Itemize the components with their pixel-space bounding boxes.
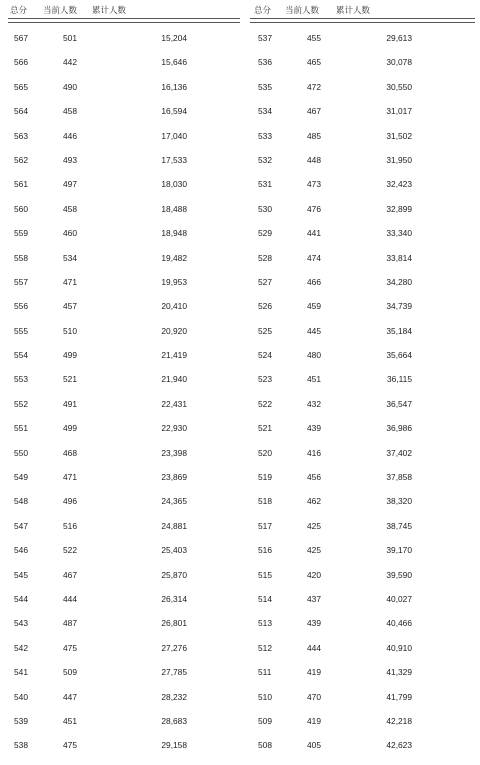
- table-row: [250, 521, 475, 545]
- current-count-cell: 467: [307, 106, 321, 117]
- table-row: [8, 374, 240, 398]
- table-row: [250, 57, 475, 81]
- score-cell: 558: [14, 252, 28, 263]
- current-count-cell: 490: [63, 81, 77, 92]
- cumulative-count-cell: 30,078: [386, 57, 412, 68]
- score-cell: 555: [14, 325, 28, 336]
- cumulative-count-cell: 28,683: [161, 715, 187, 726]
- score-cell: 539: [14, 715, 28, 726]
- cumulative-count-cell: 22,431: [161, 398, 187, 409]
- score-cell: 559: [14, 228, 28, 239]
- cumulative-count-cell: 32,423: [386, 179, 412, 190]
- table-row: [8, 618, 240, 642]
- current-count-cell: 473: [307, 179, 321, 190]
- current-count-cell: 444: [307, 642, 321, 653]
- current-count-cell: 446: [63, 130, 77, 141]
- table-row: [8, 521, 240, 545]
- cumulative-count-cell: 35,664: [386, 350, 412, 361]
- score-cell: 526: [258, 301, 272, 312]
- cumulative-count-cell: 24,365: [161, 496, 187, 507]
- table-row: [250, 301, 475, 325]
- cumulative-count-cell: 37,858: [386, 472, 412, 483]
- current-count-cell: 455: [307, 33, 321, 43]
- score-cell: 524: [258, 350, 272, 361]
- score-cell: 535: [258, 81, 272, 92]
- score-cell: 512: [258, 642, 272, 653]
- score-cell: 552: [14, 398, 28, 409]
- table-row: [8, 594, 240, 618]
- table-row: [250, 545, 475, 569]
- cumulative-count-cell: 31,502: [386, 130, 412, 141]
- current-count-cell: 474: [307, 252, 321, 263]
- right-table-header: [250, 0, 475, 18]
- current-count-cell: 420: [307, 569, 321, 580]
- cumulative-count-cell: 20,410: [161, 301, 187, 312]
- cumulative-count-cell: 35,184: [386, 325, 412, 336]
- cumulative-count-cell: 30,550: [386, 81, 412, 92]
- cumulative-count-cell: 37,402: [386, 447, 412, 458]
- score-cell: 511: [258, 667, 272, 678]
- table-row: [8, 448, 240, 472]
- current-count-cell: 405: [307, 740, 321, 751]
- current-count-cell: 419: [307, 667, 321, 678]
- score-cell: 516: [258, 545, 272, 556]
- table-row: [250, 350, 475, 374]
- current-count-cell: 491: [63, 398, 77, 409]
- current-count-cell: 510: [63, 325, 77, 336]
- table-row: [8, 716, 240, 740]
- cumulative-count-cell: 22,930: [161, 423, 187, 434]
- current-count-cell: 471: [63, 472, 77, 483]
- current-count-cell: 467: [63, 569, 77, 580]
- table-row: [250, 618, 475, 642]
- table-row: [250, 253, 475, 277]
- current-count-cell: 439: [307, 423, 321, 434]
- current-count-cell: 497: [63, 179, 77, 190]
- cumulative-count-cell: 27,785: [161, 667, 187, 678]
- score-cell: 525: [258, 325, 272, 336]
- current-count-cell: 493: [63, 154, 77, 165]
- table-row: [8, 277, 240, 301]
- score-cell: 561: [14, 179, 28, 190]
- cumulative-count-cell: 33,340: [386, 228, 412, 239]
- table-row: [8, 155, 240, 179]
- current-count-cell: 425: [307, 520, 321, 531]
- cumulative-count-cell: 40,027: [386, 593, 412, 604]
- table-row: [8, 643, 240, 667]
- table-row: [8, 423, 240, 447]
- table-row: [8, 326, 240, 350]
- cumulative-count-cell: 34,280: [386, 276, 412, 287]
- cumulative-count-cell: 39,170: [386, 545, 412, 556]
- cumulative-count-cell: 19,953: [161, 276, 187, 287]
- score-cell: 523: [258, 374, 272, 385]
- score-cell: 560: [14, 203, 28, 214]
- score-cell: 544: [14, 593, 28, 604]
- score-cell: 545: [14, 569, 28, 580]
- cumulative-count-cell: 25,403: [161, 545, 187, 556]
- score-cell: 551: [14, 423, 28, 434]
- cumulative-count-cell: 41,329: [386, 667, 412, 678]
- cumulative-count-cell: 32,899: [386, 203, 412, 214]
- current-count-cell: 496: [63, 496, 77, 507]
- table-row: [250, 692, 475, 716]
- score-cell: 508: [258, 740, 272, 751]
- score-cell: 549: [14, 472, 28, 483]
- cumulative-count-cell: 15,204: [161, 33, 187, 43]
- cumulative-count-cell: 15,646: [161, 57, 187, 68]
- cumulative-count-cell: 41,799: [386, 691, 412, 702]
- score-cell: 542: [14, 642, 28, 653]
- current-count-cell: 445: [307, 325, 321, 336]
- current-count-cell: 499: [63, 423, 77, 434]
- table-row: [250, 496, 475, 520]
- score-cell: 536: [258, 57, 272, 68]
- score-cell: 541: [14, 667, 28, 678]
- current-count-cell: 448: [307, 154, 321, 165]
- table-row: [8, 82, 240, 106]
- score-cell: 522: [258, 398, 272, 409]
- current-count-cell: 442: [63, 57, 77, 68]
- table-row: [250, 326, 475, 350]
- cumulative-count-cell: 42,218: [386, 715, 412, 726]
- cumulative-count-cell: 18,030: [161, 179, 187, 190]
- current-count-cell: 472: [307, 81, 321, 92]
- current-count-cell: 468: [63, 447, 77, 458]
- cumulative-count-cell: 17,040: [161, 130, 187, 141]
- right-table-body: [250, 33, 475, 765]
- header-score: 总分: [254, 5, 272, 15]
- current-count-cell: 476: [307, 203, 321, 214]
- header-current: 当前人数: [43, 5, 78, 15]
- score-cell: 513: [258, 618, 272, 629]
- table-row: [250, 33, 475, 57]
- current-count-cell: 419: [307, 715, 321, 726]
- current-count-cell: 456: [307, 472, 321, 483]
- current-count-cell: 470: [307, 691, 321, 702]
- score-cell: 537: [258, 33, 272, 43]
- score-cell: 532: [258, 154, 272, 165]
- table-row: [250, 448, 475, 472]
- cumulative-count-cell: 26,801: [161, 618, 187, 629]
- table-row: [8, 228, 240, 252]
- score-cell: 529: [258, 228, 272, 239]
- table-row: [8, 131, 240, 155]
- current-count-cell: 466: [307, 276, 321, 287]
- table-row: [250, 204, 475, 228]
- table-row: [8, 496, 240, 520]
- cumulative-count-cell: 23,869: [161, 472, 187, 483]
- score-cell: 527: [258, 276, 272, 287]
- table-row: [250, 667, 475, 691]
- cumulative-count-cell: 39,590: [386, 569, 412, 580]
- score-cell: 564: [14, 106, 28, 117]
- score-cell: 543: [14, 618, 28, 629]
- current-count-cell: 534: [63, 252, 77, 263]
- current-count-cell: 451: [307, 374, 321, 385]
- cumulative-count-cell: 38,745: [386, 520, 412, 531]
- score-cell: 534: [258, 106, 272, 117]
- table-row: [250, 374, 475, 398]
- table-row: [250, 155, 475, 179]
- header-score: 总分: [10, 5, 28, 15]
- current-count-cell: 458: [63, 203, 77, 214]
- table-row: [8, 57, 240, 81]
- cumulative-count-cell: 27,276: [161, 642, 187, 653]
- score-cell: 533: [258, 130, 272, 141]
- score-cell: 519: [258, 472, 272, 483]
- cumulative-count-cell: 16,594: [161, 106, 187, 117]
- cumulative-count-cell: 42,623: [386, 740, 412, 751]
- current-count-cell: 485: [307, 130, 321, 141]
- cumulative-count-cell: 33,814: [386, 252, 412, 263]
- cumulative-count-cell: 25,870: [161, 569, 187, 580]
- score-cell: 557: [14, 276, 28, 287]
- score-cell: 510: [258, 691, 272, 702]
- table-row: [250, 716, 475, 740]
- score-cell: 518: [258, 496, 272, 507]
- cumulative-count-cell: 36,115: [387, 374, 412, 385]
- table-row: [250, 277, 475, 301]
- score-cell: 509: [258, 715, 272, 726]
- score-cell: 521: [258, 423, 272, 434]
- score-cell: 531: [258, 179, 272, 190]
- score-cell: 520: [258, 447, 272, 458]
- score-cell: 548: [14, 496, 28, 507]
- cumulative-count-cell: 20,920: [161, 325, 187, 336]
- header-cumulative: 累计人数: [92, 5, 127, 15]
- current-count-cell: 459: [307, 301, 321, 312]
- current-count-cell: 499: [63, 350, 77, 361]
- table-row: [250, 570, 475, 594]
- table-row: [8, 33, 240, 57]
- current-count-cell: 416: [307, 447, 321, 458]
- table-row: [250, 740, 475, 764]
- current-count-cell: 451: [63, 715, 77, 726]
- current-count-cell: 441: [307, 228, 321, 239]
- table-row: [250, 179, 475, 203]
- cumulative-count-cell: 18,488: [161, 203, 187, 214]
- table-row: [8, 253, 240, 277]
- cumulative-count-cell: 40,466: [386, 618, 412, 629]
- current-count-cell: 437: [307, 593, 321, 604]
- table-row: [250, 106, 475, 130]
- table-row: [250, 643, 475, 667]
- cumulative-count-cell: 36,986: [386, 423, 412, 434]
- table-row: [8, 667, 240, 691]
- current-count-cell: 487: [63, 618, 77, 629]
- score-cell: 514: [258, 593, 272, 604]
- current-count-cell: 432: [307, 398, 321, 409]
- score-cell: 554: [14, 350, 28, 361]
- current-count-cell: 501: [63, 33, 77, 43]
- cumulative-count-cell: 26,314: [161, 593, 187, 604]
- cumulative-count-cell: 21,419: [161, 350, 187, 361]
- cumulative-count-cell: 24,881: [161, 520, 187, 531]
- table-row: [250, 423, 475, 447]
- cumulative-count-cell: 28,232: [161, 691, 187, 702]
- current-count-cell: 457: [63, 301, 77, 312]
- current-count-cell: 439: [307, 618, 321, 629]
- current-count-cell: 460: [63, 228, 77, 239]
- cumulative-count-cell: 21,940: [161, 374, 187, 385]
- table-row: [250, 594, 475, 618]
- score-cell: 517: [258, 520, 272, 531]
- current-count-cell: 480: [307, 350, 321, 361]
- score-cell: 563: [14, 130, 28, 141]
- left-table: [8, 0, 240, 765]
- table-row: [250, 228, 475, 252]
- score-cell: 515: [258, 569, 272, 580]
- table-row: [8, 301, 240, 325]
- score-cell: 550: [14, 447, 28, 458]
- score-cell: 565: [14, 81, 28, 92]
- table-row: [8, 692, 240, 716]
- header-double-rule: [250, 18, 475, 23]
- cumulative-count-cell: 29,613: [386, 33, 412, 43]
- current-count-cell: 509: [63, 667, 77, 678]
- cumulative-count-cell: 31,017: [386, 106, 412, 117]
- cumulative-count-cell: 36,547: [386, 398, 412, 409]
- table-row: [8, 570, 240, 594]
- score-cell: 546: [14, 545, 28, 556]
- score-cell: 538: [14, 740, 28, 751]
- current-count-cell: 465: [307, 57, 321, 68]
- table-row: [250, 472, 475, 496]
- cumulative-count-cell: 18,948: [161, 228, 187, 239]
- table-row: [8, 106, 240, 130]
- score-cell: 528: [258, 252, 272, 263]
- score-cell: 547: [14, 520, 28, 531]
- header-current: 当前人数: [285, 5, 320, 15]
- cumulative-count-cell: 34,739: [386, 301, 412, 312]
- table-row: [250, 399, 475, 423]
- table-row: [8, 545, 240, 569]
- left-table-body: [8, 33, 240, 765]
- table-row: [8, 740, 240, 764]
- cumulative-count-cell: 31,950: [386, 154, 412, 165]
- cumulative-count-cell: 16,136: [161, 81, 187, 92]
- header-double-rule: [8, 18, 240, 23]
- current-count-cell: 458: [63, 106, 77, 117]
- header-cumulative: 累计人数: [336, 5, 371, 15]
- current-count-cell: 447: [63, 691, 77, 702]
- table-row: [8, 204, 240, 228]
- table-row: [250, 82, 475, 106]
- cumulative-count-cell: 17,533: [161, 154, 187, 165]
- score-cell: 567: [14, 33, 28, 43]
- current-count-cell: 475: [63, 740, 77, 751]
- current-count-cell: 444: [63, 593, 77, 604]
- score-cell: 566: [14, 57, 28, 68]
- cumulative-count-cell: 23,398: [161, 447, 187, 458]
- cumulative-count-cell: 38,320: [386, 496, 412, 507]
- current-count-cell: 425: [307, 545, 321, 556]
- current-count-cell: 475: [63, 642, 77, 653]
- table-row: [8, 472, 240, 496]
- score-cell: 562: [14, 154, 28, 165]
- cumulative-count-cell: 29,158: [161, 740, 187, 751]
- current-count-cell: 516: [63, 520, 77, 531]
- left-table-header: [8, 0, 240, 18]
- current-count-cell: 471: [63, 276, 77, 287]
- cumulative-count-cell: 40,910: [386, 642, 412, 653]
- table-row: [8, 350, 240, 374]
- table-row: [8, 179, 240, 203]
- right-table: [250, 0, 475, 765]
- score-cell: 553: [14, 374, 28, 385]
- score-cell: 540: [14, 691, 28, 702]
- score-cell: 556: [14, 301, 28, 312]
- cumulative-count-cell: 19,482: [161, 252, 187, 263]
- table-row: [8, 399, 240, 423]
- table-row: [250, 131, 475, 155]
- current-count-cell: 462: [307, 496, 321, 507]
- current-count-cell: 522: [63, 545, 77, 556]
- current-count-cell: 521: [63, 374, 77, 385]
- score-cell: 530: [258, 203, 272, 214]
